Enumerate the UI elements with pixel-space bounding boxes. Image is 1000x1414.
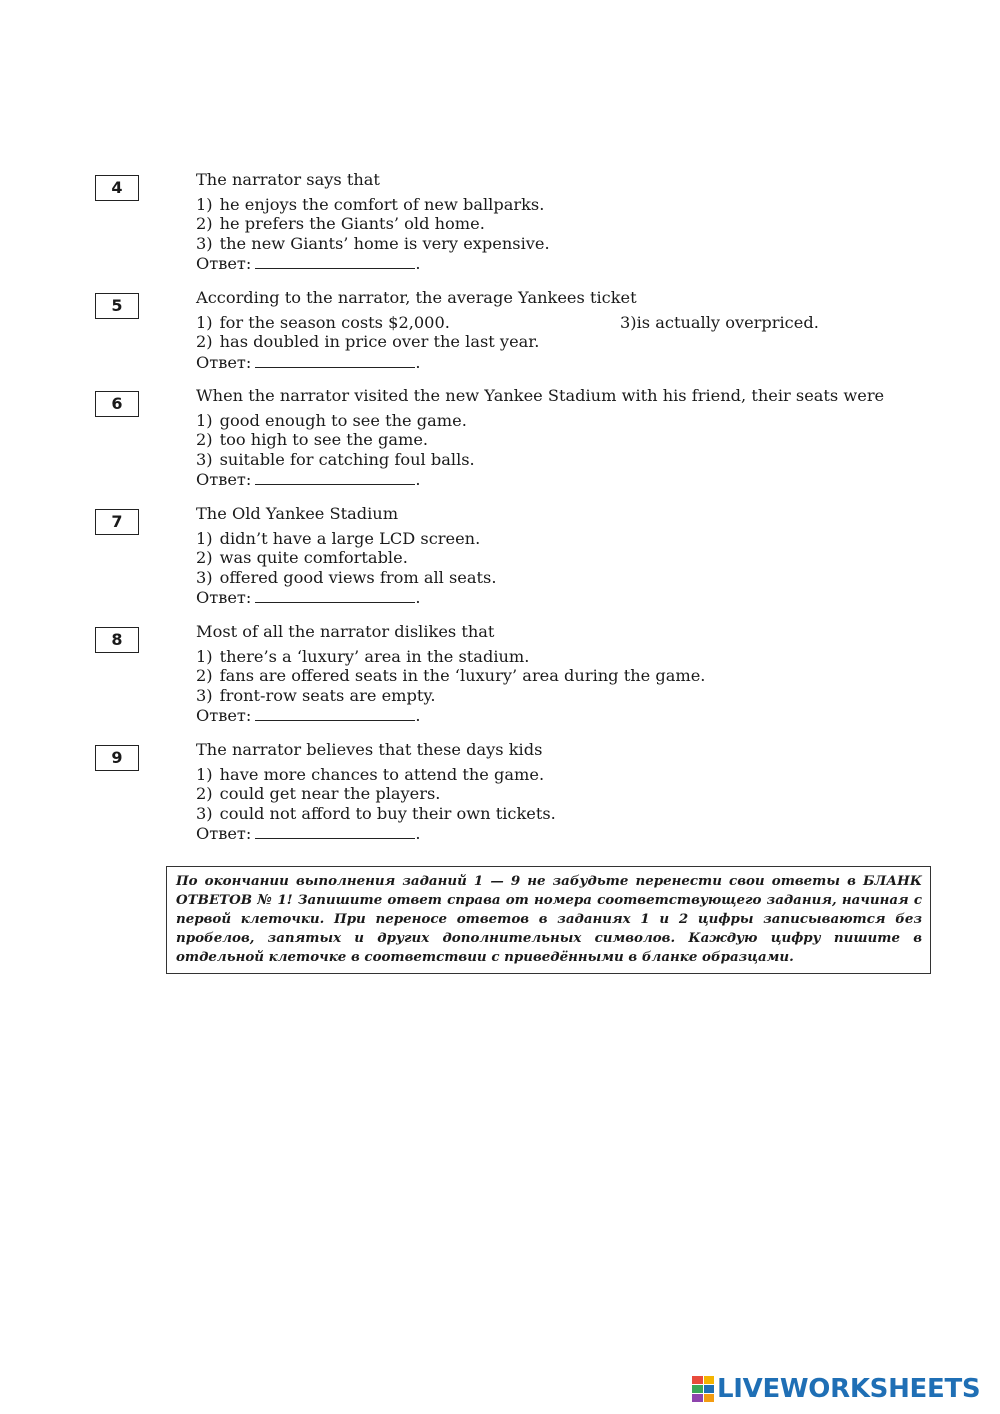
option-2: 2) has doubled in price over the last year. <box>196 332 540 351</box>
answer-field[interactable] <box>255 823 415 839</box>
answer-label: Ответ: <box>196 588 252 607</box>
answer-field[interactable] <box>255 587 415 603</box>
question-stem: When the narrator visited the new Yankee Stadium with his friend, their seats were <box>196 386 885 405</box>
question-number-box: 9 <box>95 745 139 771</box>
instruction-notice: По окончании выполнения заданий 1 — 9 не забудьте перенести свои ответы в БЛАНК ОТВЕТОВ № 1! Запишите ответ справа от номера соответствующего задания, начиная с первой клеточки. При переносе ответов в заданиях 1 и 2 цифры записываются без пробелов, запятых и других дополнительных символов. Каждую цифру пишите в отдельной клеточке в соответствии с приведёнными в бланке образцами. <box>166 866 931 974</box>
answer-row: Ответ: . <box>196 706 421 725</box>
option-1: 1) he enjoys the comfort of new ballparks. <box>196 194 545 214</box>
option-3: 3)is actually overpriced. <box>620 312 819 332</box>
question-body <box>196 170 956 274</box>
logo-mark-icon <box>692 1376 714 1402</box>
option-row <box>196 313 956 333</box>
option-1: 1) didn’t have a large LCD screen. <box>196 528 481 548</box>
question-body <box>196 622 956 726</box>
answer-label: Ответ: <box>196 470 252 489</box>
answer-row: Ответ: . <box>196 254 421 273</box>
liveworksheets-logo <box>692 1374 980 1404</box>
answer-field[interactable] <box>255 352 415 368</box>
question-body <box>196 386 956 490</box>
answer-field[interactable] <box>255 253 415 269</box>
option-3: 3) suitable for catching foul balls. <box>196 449 475 469</box>
answer-row: Ответ: . <box>196 470 421 489</box>
question-body <box>196 740 956 844</box>
answer-label: Ответ: <box>196 254 252 273</box>
question-stem: According to the narrator, the average Yankees ticket <box>196 288 637 307</box>
question-stem: The Old Yankee Stadium <box>196 504 399 523</box>
answer-row: Ответ: . <box>196 824 421 843</box>
option-1: 1) for the season costs $2,000. <box>196 312 450 332</box>
answer-row: Ответ: . <box>196 352 421 372</box>
option-1: 1) have more chances to attend the game. <box>196 764 545 784</box>
question-stem: The narrator believes that these days kids <box>196 740 543 759</box>
logo-text: LIVEWORKSHEETS <box>717 1374 981 1404</box>
question-number-box: 8 <box>95 627 139 653</box>
option-2: 2) fans are offered seats in the ‘luxury’ area during the game. <box>196 666 706 685</box>
answer-label: Ответ: <box>196 352 252 372</box>
question-stem: Most of all the narrator dislikes that <box>196 622 495 641</box>
question-stem: The narrator says that <box>196 170 380 189</box>
option-1: 1) there’s a ‘luxury’ area in the stadium. <box>196 646 530 666</box>
question-body <box>196 288 956 372</box>
option-2: 2) he prefers the Giants’ old home. <box>196 214 485 233</box>
option-3: 3) the new Giants’ home is very expensive. <box>196 233 550 253</box>
option-2: 2) could get near the players. <box>196 784 441 803</box>
question-number-box: 6 <box>95 391 139 417</box>
answer-label: Ответ: <box>196 706 252 725</box>
option-3: 3) offered good views from all seats. <box>196 567 497 587</box>
option-2: 2) was quite comfortable. <box>196 548 408 567</box>
answer-field[interactable] <box>255 469 415 485</box>
option-1: 1) good enough to see the game. <box>196 410 467 430</box>
option-3: 3) could not afford to buy their own tickets. <box>196 803 556 823</box>
question-number-box: 5 <box>95 293 139 319</box>
option-2: 2) too high to see the game. <box>196 430 429 449</box>
option-3: 3) front-row seats are empty. <box>196 685 436 705</box>
question-number-box: 4 <box>95 175 139 201</box>
answer-label: Ответ: <box>196 824 252 843</box>
question-body <box>196 504 956 608</box>
answer-row: Ответ: . <box>196 588 421 607</box>
question-number-box: 7 <box>95 509 139 535</box>
answer-field[interactable] <box>255 705 415 721</box>
